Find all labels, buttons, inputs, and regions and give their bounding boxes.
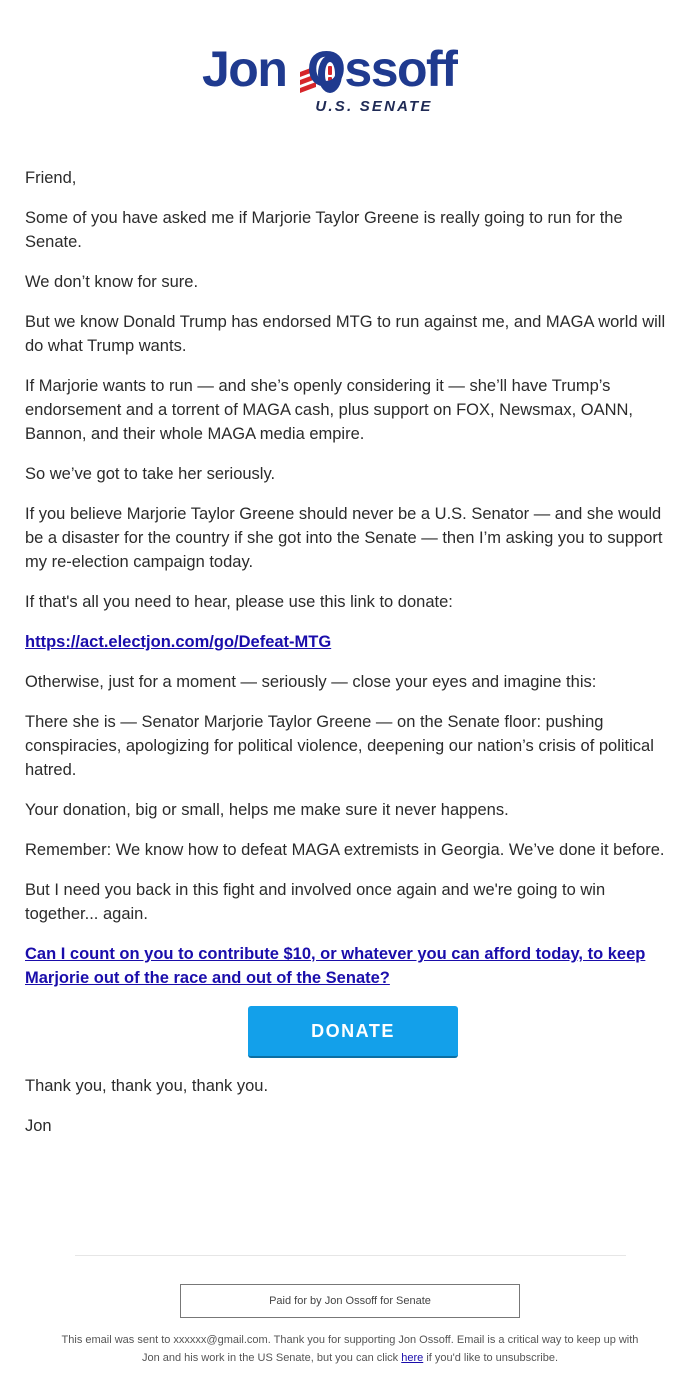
donate-url-paragraph <box>25 630 677 654</box>
footer-note-tail: if you'd like to unsubscribe. <box>426 1352 559 1364</box>
footer-note <box>60 1331 640 1367</box>
cta-paragraph <box>25 942 677 990</box>
paragraph-3: But we know Donald Trump has endorsed MTG to run against me, and MAGA world will do what Trump wants. <box>25 313 666 355</box>
paragraph-12: But I need you back in this fight and involved once again and we're going to win together... again. <box>25 881 606 923</box>
campaign-logo <box>0 41 700 120</box>
paid-by-disclaimer: Paid for by Jon Ossoff for Senate <box>180 1284 520 1318</box>
greeting: Friend, <box>25 169 77 187</box>
paragraph-8: Otherwise, just for a moment — seriously — close your eyes and imagine this: <box>25 673 597 691</box>
paragraph-2: We don’t know for sure. <box>25 273 199 291</box>
paragraph-4: If Marjorie wants to run — and she’s openly considering it — she’ll have Trump’s endorsement and a torrent of MAGA cash, plus support on FOX, Newsmax, OANN, Bannon, and their whole MAGA media empire. <box>25 377 634 443</box>
donate-button-wrap <box>25 1006 677 1058</box>
email-body <box>25 166 677 1154</box>
thanks-line: Thank you, thank you, thank you. <box>25 1077 269 1095</box>
contribute-cta-link[interactable]: Can I count on you to contribute $10, or whatever you can afford today, to keep Marjorie out of the race and out of the Senate? <box>25 945 646 987</box>
donate-button[interactable]: DONATE <box>248 1006 458 1058</box>
logo-subtitle: U.S. SENATE <box>315 98 433 115</box>
paragraph-10: Your donation, big or small, helps me make sure it never happens. <box>25 801 509 819</box>
paragraph-5: So we’ve got to take her seriously. <box>25 465 276 483</box>
paragraph-11: Remember: We know how to defeat MAGA extremists in Georgia. We’ve done it before. <box>25 841 665 859</box>
paragraph-7: If that's all you need to hear, please use this link to donate: <box>25 593 453 611</box>
logo-wordmark <box>202 41 502 98</box>
footer-note-text: This email was sent to xxxxxx@gmail.com. Thank you for supporting Jon Ossoff. Email is a critical way to keep up with Jon and his work in the US Senate, but you can click <box>61 1334 639 1364</box>
logo-first-name: Jon <box>202 41 287 97</box>
donate-url-link[interactable]: https://act.electjon.com/go/Defeat-MTG <box>25 633 332 651</box>
logo-last-name: Ossoff <box>307 41 457 97</box>
paragraph-1: Some of you have asked me if Marjorie Taylor Greene is really going to run for the Senate. <box>25 209 623 251</box>
unsubscribe-link[interactable]: here <box>401 1352 424 1364</box>
paragraph-6: If you believe Marjorie Taylor Greene should never be a U.S. Senator — and she would be a disaster for the country if she got into the Senate — then I’m asking you to support my re-election campaign today. <box>25 505 663 571</box>
signoff: Jon <box>25 1117 52 1135</box>
paragraph-9: There she is — Senator Marjorie Taylor Greene — on the Senate floor: pushing conspiracies, apologizing for political violence, deepening our nation’s crisis of political hatred. <box>25 713 654 779</box>
footer-divider <box>75 1255 626 1256</box>
